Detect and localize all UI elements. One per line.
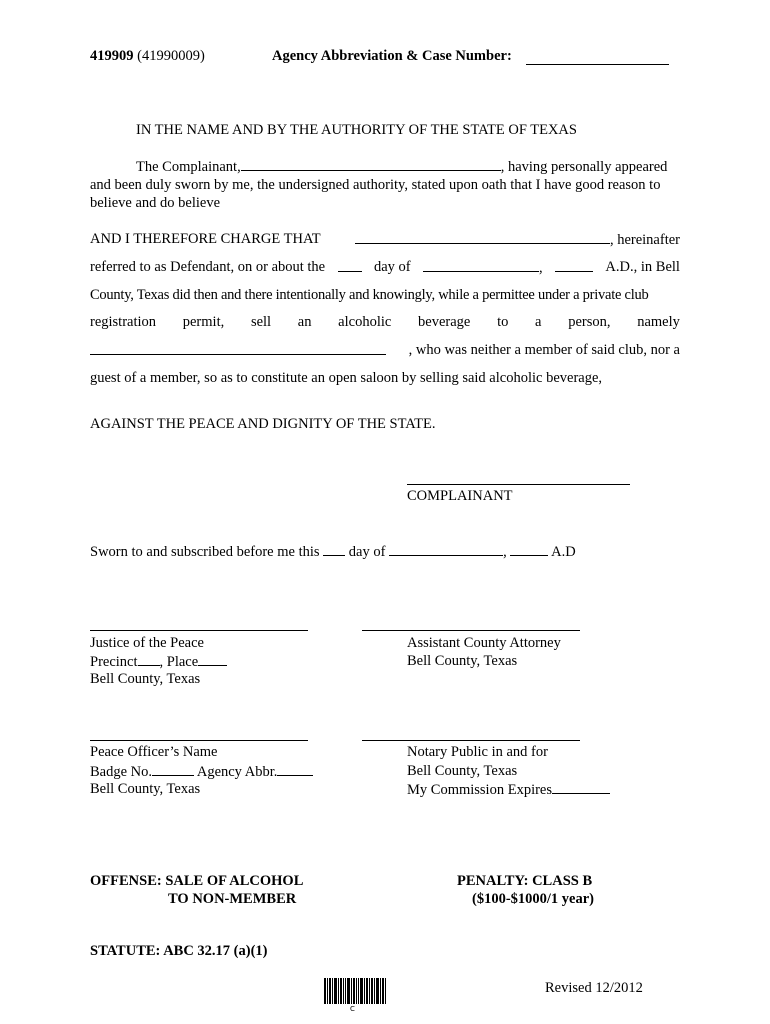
notary-title: Notary Public in and for bbox=[407, 744, 548, 760]
offense-line-2: TO NON-MEMBER bbox=[168, 891, 297, 907]
complainant-signature-label: COMPLAINANT bbox=[407, 488, 513, 504]
charge-year-field[interactable] bbox=[555, 259, 593, 272]
barcode-caption: C bbox=[350, 1005, 355, 1013]
charge-row2-d: A.D., in Bell bbox=[605, 259, 680, 275]
officer-county: Bell County, Texas bbox=[90, 781, 201, 797]
charge-row2-a: referred to as Defendant, on or about the bbox=[90, 259, 326, 275]
justice-county: Bell County, Texas bbox=[90, 671, 201, 687]
complainant-line-3: believe and do believe bbox=[90, 195, 221, 211]
badge-label: Badge No. bbox=[90, 764, 153, 780]
agency-abbr-field[interactable] bbox=[277, 763, 313, 776]
attorney-county: Bell County, Texas bbox=[407, 653, 518, 669]
charge-word: to bbox=[497, 314, 509, 330]
complainant-suffix: , having personally appeared bbox=[500, 159, 668, 175]
sworn-text-d: A.D bbox=[551, 544, 576, 560]
sworn-comma: , bbox=[503, 544, 507, 560]
statute: STATUTE: ABC 32.17 (a)(1) bbox=[90, 943, 268, 959]
sworn-text-b: day of bbox=[348, 544, 386, 560]
penalty-line-1: PENALTY: CLASS B bbox=[457, 873, 593, 889]
person-name-field[interactable] bbox=[90, 342, 386, 355]
notary-county: Bell County, Texas bbox=[407, 763, 518, 779]
charge-word: person, bbox=[568, 314, 611, 330]
sworn-day-field[interactable] bbox=[323, 543, 345, 556]
case-number-label: Agency Abbreviation & Case Number: bbox=[272, 48, 512, 64]
charge-word: registration bbox=[90, 314, 157, 330]
barcode-icon bbox=[324, 978, 386, 1010]
sworn-month-field[interactable] bbox=[389, 543, 503, 556]
place-field[interactable] bbox=[198, 653, 227, 666]
charge-prefix: AND I THEREFORE CHARGE THAT bbox=[90, 231, 321, 247]
commission-field[interactable] bbox=[552, 781, 610, 794]
charge-word: sell bbox=[250, 314, 272, 330]
complainant-line bbox=[136, 158, 667, 176]
defendant-name-field[interactable] bbox=[355, 231, 610, 244]
precinct-field[interactable] bbox=[138, 653, 160, 666]
charge-month-field[interactable] bbox=[423, 259, 539, 272]
charge-row-6: guest of a member, so as to constitute an open saloon by selling said alcoholic beverage, bbox=[90, 370, 603, 386]
badge-field[interactable] bbox=[152, 763, 194, 776]
charge-row5-suffix: , who was neither a member of said club, nor a bbox=[408, 342, 680, 358]
authority-line: IN THE NAME AND BY THE AUTHORITY OF THE STATE OF TEXAS bbox=[136, 122, 577, 138]
attorney-signature-line[interactable] bbox=[362, 630, 580, 631]
complainant-prefix: The Complainant, bbox=[136, 159, 241, 175]
case-number-field[interactable] bbox=[526, 64, 669, 65]
charge-day-field[interactable] bbox=[338, 259, 362, 272]
charge-row-1 bbox=[90, 231, 680, 249]
charge-word: a bbox=[535, 314, 542, 330]
complainant-line-2: and been duly sworn by me, the undersigned authority, stated upon oath that I have good reason to bbox=[90, 177, 661, 193]
charge-row-3: County, Texas did then and there intentionally and knowingly, while a permittee under a private club bbox=[90, 287, 649, 303]
sworn-line bbox=[90, 543, 576, 561]
charge-word: an bbox=[297, 314, 312, 330]
officer-signature-line[interactable] bbox=[90, 740, 308, 741]
charge-word: namely bbox=[637, 314, 680, 330]
notary-commission bbox=[407, 781, 610, 799]
charge-row2-comma: , bbox=[538, 260, 543, 276]
charge-row-4 bbox=[90, 314, 680, 331]
form-id-alt: (41990009) bbox=[137, 48, 205, 64]
charge-row2-b: day of bbox=[373, 259, 411, 275]
agency-abbr-label: Agency Abbr. bbox=[196, 764, 278, 780]
form-id: 419909 (41990009) bbox=[90, 48, 205, 64]
complainant-name-field[interactable] bbox=[241, 158, 501, 171]
penalty-line-2: ($100-$1000/1 year) bbox=[472, 891, 595, 907]
justice-signature-line[interactable] bbox=[90, 630, 308, 631]
officer-badge bbox=[90, 763, 313, 781]
officer-title: Peace Officer’s Name bbox=[90, 744, 218, 760]
charge-row-5 bbox=[90, 342, 680, 359]
justice-title: Justice of the Peace bbox=[90, 635, 204, 651]
revised-date: Revised 12/2012 bbox=[545, 980, 643, 996]
charge-suffix: , hereinafter bbox=[609, 232, 680, 248]
peace-line: AGAINST THE PEACE AND DIGNITY OF THE STATE. bbox=[90, 416, 436, 432]
charge-word: beverage bbox=[418, 314, 471, 330]
attorney-title: Assistant County Attorney bbox=[407, 635, 561, 651]
precinct-label: Precinct bbox=[90, 654, 138, 670]
offense-line-1: OFFENSE: SALE OF ALCOHOL bbox=[90, 873, 304, 889]
sworn-year-field[interactable] bbox=[510, 543, 548, 556]
charge-word: permit, bbox=[182, 314, 225, 330]
notary-signature-line[interactable] bbox=[362, 740, 580, 741]
charge-word: alcoholic bbox=[338, 314, 392, 330]
place-label: , Place bbox=[159, 654, 199, 670]
justice-precinct bbox=[90, 653, 227, 671]
complainant-signature-line[interactable] bbox=[407, 484, 630, 485]
commission-label: My Commission Expires bbox=[407, 782, 553, 798]
sworn-text-a: Sworn to and subscribed before me this bbox=[90, 544, 320, 560]
charge-row-2 bbox=[90, 259, 680, 277]
